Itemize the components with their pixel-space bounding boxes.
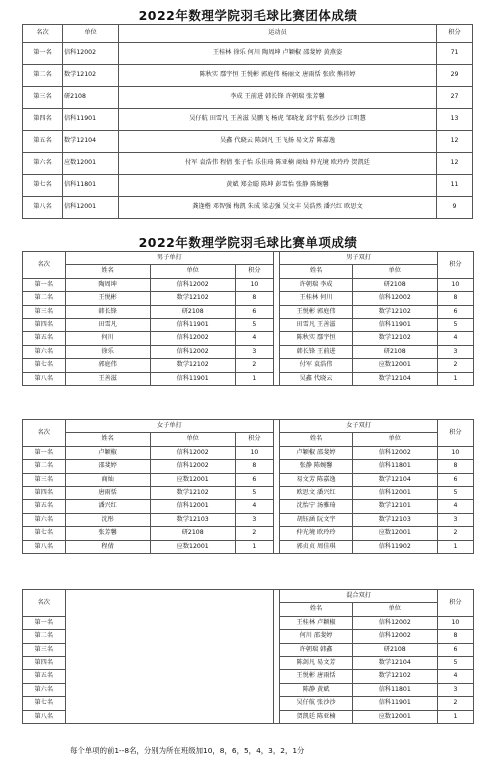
table-row <box>23 292 474 305</box>
table-row <box>23 153 473 175</box>
rank-cell: 第一名 <box>23 446 66 459</box>
women-singles-title: 女子单打 <box>65 420 273 433</box>
unit-cell: 信科12002 <box>63 43 119 65</box>
unit-cell: 数学12101 <box>352 500 437 513</box>
rank-cell: 第七名 <box>23 175 63 197</box>
rank-cell: 第四名 <box>23 486 66 499</box>
table-row <box>23 500 474 513</box>
score-cell: 5 <box>235 486 273 499</box>
unit-cell: 研2108 <box>352 278 437 291</box>
section-header-row <box>23 252 474 265</box>
table-row <box>23 87 473 109</box>
name-cell: 韩长锋 <box>65 305 150 318</box>
unit-cell: 信科12002 <box>352 446 437 459</box>
unit-cell: 信科11801 <box>63 175 119 197</box>
score-cell: 4 <box>437 670 473 683</box>
score-cell: 10 <box>437 616 473 629</box>
table-row <box>23 175 473 197</box>
rank-cell: 第二名 <box>23 460 66 473</box>
score-cell: 1 <box>437 710 473 723</box>
unit-cell: 数学12104 <box>352 372 437 385</box>
score-cell: 4 <box>235 500 273 513</box>
score-cell: 2 <box>235 359 273 372</box>
name-cell: 张芳馨 <box>65 527 150 540</box>
rank-cell: 第六名 <box>23 513 66 526</box>
rank-cell: 第四名 <box>23 109 63 131</box>
unit-cell: 研2108 <box>150 527 235 540</box>
unit-cell: 研2108 <box>352 345 437 358</box>
score-cell: 8 <box>437 460 473 473</box>
header-rank: 名次 <box>23 252 66 279</box>
name-cell: 唐雨恬 <box>65 486 150 499</box>
unit-cell: 信科12002 <box>352 616 437 629</box>
rank-cell: 第二名 <box>23 65 63 87</box>
men-singles-title: 男子单打 <box>65 252 273 265</box>
header-score: 积分 <box>437 25 473 43</box>
score-cell: 29 <box>437 65 473 87</box>
name-cell: 沈彤 <box>65 513 150 526</box>
unit-cell: 研2108 <box>352 643 437 656</box>
unit-cell: 应数12001 <box>150 540 235 553</box>
table-row <box>23 372 474 385</box>
table-row <box>23 278 474 291</box>
name-cell: 韩长锋 王前进 <box>280 345 352 358</box>
rank-cell: 第五名 <box>23 500 66 513</box>
unit-cell: 研2108 <box>63 87 119 109</box>
table-row <box>23 473 474 486</box>
rank-cell: 第二名 <box>23 292 66 305</box>
unit-cell: 信科11801 <box>352 460 437 473</box>
unit-cell: 应数12001 <box>63 153 119 175</box>
rank-cell: 第四名 <box>23 318 66 331</box>
unit-cell: 应数12001 <box>352 710 437 723</box>
name-cell: 邵斐婷 <box>65 460 150 473</box>
score-cell: 4 <box>235 332 273 345</box>
rank-cell: 第一名 <box>23 43 63 65</box>
section-header-row <box>23 420 474 433</box>
score-cell: 6 <box>437 643 473 656</box>
score-cell: 8 <box>235 292 273 305</box>
women-doubles-title: 女子双打 <box>280 420 437 433</box>
score-cell: 13 <box>437 109 473 131</box>
name-cell: 田雪凡 <box>65 318 150 331</box>
unit-cell: 信科11901 <box>352 318 437 331</box>
rank-cell: 第五名 <box>23 131 63 153</box>
table-row <box>23 131 473 153</box>
rank-cell: 第八名 <box>23 710 66 723</box>
players-cell: 李成 王前进 韩长锋 许朝瑞 张芳馨 <box>119 87 437 109</box>
name-cell: 张静 陈婉馨 <box>280 460 352 473</box>
score-cell: 1 <box>437 372 473 385</box>
unit-cell: 信科11901 <box>150 318 235 331</box>
score-cell: 1 <box>235 540 273 553</box>
mixed-results-table <box>22 589 474 724</box>
name-cell: 郭庭伟 <box>65 359 150 372</box>
rank-cell: 第七名 <box>23 527 66 540</box>
score-cell: 5 <box>437 656 473 669</box>
name-cell: 胡钰涵 阮文宇 <box>280 513 352 526</box>
name-cell: 吴仔航 张沙沙 <box>280 697 352 710</box>
score-cell: 8 <box>437 630 473 643</box>
table-row <box>23 43 473 65</box>
unit-cell: 数学12102 <box>352 305 437 318</box>
name-cell: 许朝瑞 李成 <box>280 278 352 291</box>
rank-cell: 第六名 <box>23 153 63 175</box>
unit-cell: 数学12103 <box>150 513 235 526</box>
name-cell: 陈剑凡 易文芳 <box>280 656 352 669</box>
unit-cell: 信科12002 <box>352 292 437 305</box>
scoring-note: 每个单项的前1--8名，分别为所在班级加10，8，6，5，4，3，2，1分 <box>70 746 305 755</box>
table-row <box>23 513 474 526</box>
name-cell: 付军 袁浩伟 <box>280 359 352 372</box>
column-header-row <box>23 265 474 278</box>
table-row <box>23 345 474 358</box>
header-players: 运动员 <box>119 25 437 43</box>
table-row <box>23 318 474 331</box>
players-cell: 吴仔航 田雪凡 王善滋 吴鹏飞 杨虎 邹晓龙 邱宇航 张沙沙 江明慧 <box>119 109 437 131</box>
unit-cell: 信科12001 <box>63 197 119 219</box>
rank-cell: 第七名 <box>23 359 66 372</box>
players-cell: 黄斌 郑金聪 陈坤 彭雪怡 张静 陈婉馨 <box>119 175 437 197</box>
score-cell: 5 <box>437 318 473 331</box>
name-cell: 卢颖椒 邵斐婷 <box>280 446 352 459</box>
team-results-table <box>22 24 473 219</box>
unit-cell: 信科12001 <box>150 500 235 513</box>
name-cell: 卢颖椒 <box>65 446 150 459</box>
single-results-title: 2022年数理学院羽毛球比赛单项成绩 <box>138 235 358 250</box>
table-row <box>23 486 474 499</box>
header-unit: 单位 <box>352 603 437 616</box>
score-cell: 10 <box>437 446 473 459</box>
score-cell: 3 <box>437 345 473 358</box>
unit-cell: 信科12002 <box>150 460 235 473</box>
team-results-title: 2022年数理学院羽毛球比赛团体成绩 <box>138 8 358 23</box>
name-cell: 徐乐 <box>65 345 150 358</box>
name-cell: 王桂林 卢颖椒 <box>280 616 352 629</box>
header-unit: 单位 <box>150 433 235 446</box>
unit-cell: 数学12104 <box>352 473 437 486</box>
name-cell: 郭贞贞 周佳琪 <box>280 540 352 553</box>
unit-cell: 信科12002 <box>150 345 235 358</box>
unit-cell: 应数12001 <box>352 359 437 372</box>
unit-cell: 信科12001 <box>352 486 437 499</box>
name-cell: 易文芳 陈嘉逸 <box>280 473 352 486</box>
score-cell: 3 <box>437 513 473 526</box>
unit-cell: 应数12001 <box>352 527 437 540</box>
unit-cell: 数学12102 <box>150 292 235 305</box>
unit-cell: 信科12002 <box>150 278 235 291</box>
score-cell: 1 <box>235 372 273 385</box>
unit-cell: 信科11901 <box>150 372 235 385</box>
name-cell: 王悦彬 <box>65 292 150 305</box>
unit-cell: 研2108 <box>150 305 235 318</box>
score-cell: 9 <box>437 197 473 219</box>
table-row <box>23 359 474 372</box>
score-cell: 10 <box>437 278 473 291</box>
score-cell: 71 <box>437 43 473 65</box>
score-cell: 3 <box>437 683 473 696</box>
score-cell: 3 <box>235 513 273 526</box>
score-cell: 2 <box>235 527 273 540</box>
name-cell: 田雪凡 王善滋 <box>280 318 352 331</box>
score-cell: 6 <box>437 473 473 486</box>
column-header-row <box>23 433 474 446</box>
score-cell: 10 <box>235 446 273 459</box>
rank-cell: 第五名 <box>23 670 66 683</box>
score-cell: 11 <box>437 175 473 197</box>
header-name: 姓名 <box>280 433 352 446</box>
unit-cell: 数学12102 <box>150 486 235 499</box>
score-cell: 8 <box>235 460 273 473</box>
header-name: 姓名 <box>65 433 150 446</box>
name-cell: 王悦彬 唐雨恬 <box>280 670 352 683</box>
name-cell: 程倩 <box>65 540 150 553</box>
rank-cell: 第七名 <box>23 697 66 710</box>
header-score: 积分 <box>235 265 273 278</box>
team-header-row <box>23 25 473 43</box>
score-cell: 2 <box>437 359 473 372</box>
name-cell: 欧思文 潘兴红 <box>280 486 352 499</box>
unit-cell: 信科11902 <box>352 540 437 553</box>
rank-cell: 第三名 <box>23 473 66 486</box>
rank-cell: 第六名 <box>23 345 66 358</box>
players-cell: 吴鑫 代晓云 陈剑凡 王飞扬 易文芳 陈嘉逸 <box>119 131 437 153</box>
name-cell: 何川 邵斐婷 <box>280 630 352 643</box>
section-header-row <box>23 590 474 603</box>
table-row <box>23 332 474 345</box>
name-cell: 陈静 黄斌 <box>280 683 352 696</box>
unit-cell: 应数12001 <box>150 473 235 486</box>
header-rank: 名次 <box>23 25 63 43</box>
players-cell: 王桂林 徐乐 何川 陶周坤 卢颖椒 邵斐婷 黄燕姿 <box>119 43 437 65</box>
header-unit: 单位 <box>63 25 119 43</box>
unit-cell: 信科11901 <box>63 109 119 131</box>
rank-cell: 第三名 <box>23 87 63 109</box>
table-row <box>23 540 474 553</box>
mixed-doubles-title: 混合双打 <box>280 590 437 603</box>
players-cell: 付军 袁浩伟 程倩 张子怡 乐佳琦 陈亚楠 商灿 仲光境 欧玲玲 贺凯廷 <box>119 153 437 175</box>
unit-cell: 信科11801 <box>352 683 437 696</box>
score-cell: 2 <box>437 527 473 540</box>
name-cell: 王桂林 何川 <box>280 292 352 305</box>
name-cell: 沈怡宁 汤雅琦 <box>280 500 352 513</box>
header-rank: 名次 <box>23 590 66 617</box>
players-cell: 陈秋实 鄢宇恒 王悦彬 郭庭伟 杨丽文 唐雨恬 张欣 熊祎婷 <box>119 65 437 87</box>
name-cell: 何川 <box>65 332 150 345</box>
rank-cell: 第一名 <box>23 278 66 291</box>
score-cell: 4 <box>437 500 473 513</box>
score-cell: 12 <box>437 153 473 175</box>
unit-cell: 信科11901 <box>352 697 437 710</box>
table-row <box>23 197 473 219</box>
rank-cell: 第八名 <box>23 540 66 553</box>
header-score: 积分 <box>437 590 473 617</box>
score-cell: 6 <box>235 473 273 486</box>
unit-cell: 数学12104 <box>63 131 119 153</box>
header-name: 姓名 <box>280 603 352 616</box>
unit-cell: 信科12002 <box>150 446 235 459</box>
score-cell: 1 <box>437 540 473 553</box>
name-cell: 王悦彬 郭庭伟 <box>280 305 352 318</box>
name-cell: 商灿 <box>65 473 150 486</box>
rank-cell: 第四名 <box>23 656 66 669</box>
unit-cell: 数学12102 <box>352 332 437 345</box>
score-cell: 5 <box>235 318 273 331</box>
name-cell: 陈秋实 鄢宇恒 <box>280 332 352 345</box>
score-cell: 4 <box>437 332 473 345</box>
rank-cell: 第三名 <box>23 305 66 318</box>
header-rank: 名次 <box>23 420 66 447</box>
table-row <box>23 527 474 540</box>
men-results-table <box>22 251 474 386</box>
score-cell: 12 <box>437 131 473 153</box>
players-cell: 龚逢楷 邓智强 梅凯 朱成 梁志强 吴文丰 吴浩然 潘兴红 欧思文 <box>119 197 437 219</box>
header-name: 姓名 <box>280 265 352 278</box>
rank-cell: 第五名 <box>23 332 66 345</box>
header-score: 积分 <box>437 252 473 279</box>
unit-cell: 信科12002 <box>352 630 437 643</box>
score-cell: 27 <box>437 87 473 109</box>
table-row <box>23 460 474 473</box>
score-cell: 8 <box>437 292 473 305</box>
header-name: 姓名 <box>65 265 150 278</box>
header-score: 积分 <box>235 433 273 446</box>
name-cell: 陶周坤 <box>65 278 150 291</box>
unit-cell: 信科12002 <box>150 332 235 345</box>
table-row <box>23 109 473 131</box>
women-results-table <box>22 419 474 554</box>
name-cell: 潘兴红 <box>65 500 150 513</box>
header-score: 积分 <box>437 420 473 447</box>
name-cell: 仲光境 欧玲玲 <box>280 527 352 540</box>
name-cell: 许朝瑞 韩鑫 <box>280 643 352 656</box>
name-cell: 贺凯廷 陈亚楠 <box>280 710 352 723</box>
unit-cell: 数学12103 <box>352 513 437 526</box>
header-unit: 单位 <box>352 433 437 446</box>
rank-cell: 第一名 <box>23 616 66 629</box>
men-doubles-title: 男子双打 <box>280 252 437 265</box>
score-cell: 2 <box>437 697 473 710</box>
table-row <box>23 305 474 318</box>
table-row <box>23 65 473 87</box>
score-cell: 3 <box>235 345 273 358</box>
empty-block <box>65 590 273 724</box>
score-cell: 10 <box>235 278 273 291</box>
rank-cell: 第三名 <box>23 643 66 656</box>
unit-cell: 数学12102 <box>150 359 235 372</box>
score-cell: 6 <box>437 305 473 318</box>
header-unit: 单位 <box>352 265 437 278</box>
unit-cell: 数学12104 <box>352 656 437 669</box>
name-cell: 吴鑫 代晓云 <box>280 372 352 385</box>
rank-cell: 第二名 <box>23 630 66 643</box>
rank-cell: 第八名 <box>23 197 63 219</box>
header-unit: 单位 <box>150 265 235 278</box>
score-cell: 6 <box>235 305 273 318</box>
rank-cell: 第六名 <box>23 683 66 696</box>
rank-cell: 第八名 <box>23 372 66 385</box>
unit-cell: 数学12102 <box>63 65 119 87</box>
name-cell: 王善滋 <box>65 372 150 385</box>
table-row <box>23 446 474 459</box>
unit-cell: 数学12102 <box>352 670 437 683</box>
score-cell: 5 <box>437 486 473 499</box>
